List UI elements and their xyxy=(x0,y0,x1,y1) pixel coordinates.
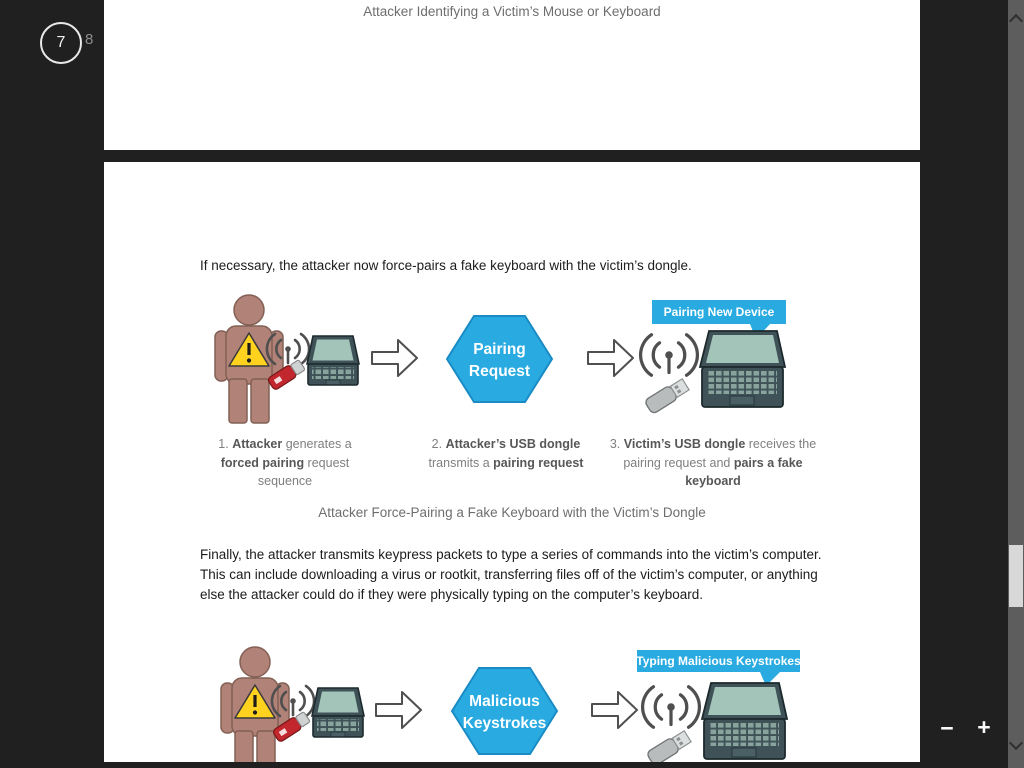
laptop-icon xyxy=(700,331,785,407)
figure-step-2: 2. Attacker’s USB dongle transmits a pairing request xyxy=(428,437,584,470)
laptop-icon xyxy=(307,336,359,385)
document-page-current xyxy=(104,162,920,762)
wireless-signal-icon xyxy=(643,687,700,728)
laptop-icon xyxy=(312,688,364,737)
figure-caption-identifying: Attacker Identifying a Victim’s Mouse or Keyboard xyxy=(363,4,661,19)
arrow-right-icon xyxy=(588,340,633,376)
zoom-in-button[interactable]: + xyxy=(969,712,999,742)
figure-caption-force-pairing: Attacker Force-Pairing a Fake Keyboard with the Victim’s Dongle xyxy=(318,505,706,520)
usb-dongle-gray-icon xyxy=(644,378,690,415)
page-number-badge xyxy=(40,22,82,64)
scroll-up-icon[interactable] xyxy=(1009,14,1023,28)
scrollbar-thumb[interactable] xyxy=(1009,545,1023,607)
arrow-right-icon xyxy=(372,340,417,376)
svg-text:Keystrokes: Keystrokes xyxy=(462,715,547,732)
typing-malicious-keystrokes-callout xyxy=(636,650,801,686)
laptop-icon xyxy=(702,683,787,759)
pairing-request-hexagon xyxy=(447,316,552,402)
vertical-scrollbar[interactable] xyxy=(1008,0,1024,768)
body-paragraph-1: If necessary, the attacker now force-pairs a fake keyboard with the victim’s dongle. xyxy=(200,258,692,273)
usb-dongle-gray-icon xyxy=(646,730,692,762)
wireless-signal-icon xyxy=(641,335,698,376)
svg-text:Pairing New Device: Pairing New Device xyxy=(663,305,775,319)
arrow-right-icon xyxy=(592,692,637,728)
svg-text:Request: Request xyxy=(468,363,531,380)
scroll-down-icon[interactable] xyxy=(1009,736,1023,750)
svg-text:Malicious: Malicious xyxy=(469,693,540,710)
current-page-number: 7 xyxy=(56,34,66,51)
figure-force-pairing-diagram xyxy=(200,289,825,429)
zoom-out-button[interactable]: − xyxy=(932,713,962,743)
svg-text:Typing Malicious Keystrokes: Typing Malicious Keystrokes xyxy=(636,654,801,668)
figure-malicious-keystrokes-diagram xyxy=(200,639,825,762)
svg-text:Pairing: Pairing xyxy=(473,341,526,358)
figure-step-1: 1. Attacker generates a forced pairing request sequence xyxy=(218,437,352,488)
arrow-right-icon xyxy=(376,692,421,728)
document-page-previous xyxy=(104,0,920,150)
next-page-number: 8 xyxy=(85,31,94,48)
malicious-keystrokes-hexagon xyxy=(452,668,557,754)
figure-step-3: 3. Victim’s USB dongle receives the pairing request and pairs a fake keyboard xyxy=(609,437,817,488)
body-paragraph-2: Finally, the attacker transmits keypress packets to type a series of commands into the victim’s computer. This can include downloading a virus or rootkit, transferring files off of the victim’s computer, or anything else the attacker could do if they were physically typing on the computer’s keyboard. xyxy=(200,547,822,602)
